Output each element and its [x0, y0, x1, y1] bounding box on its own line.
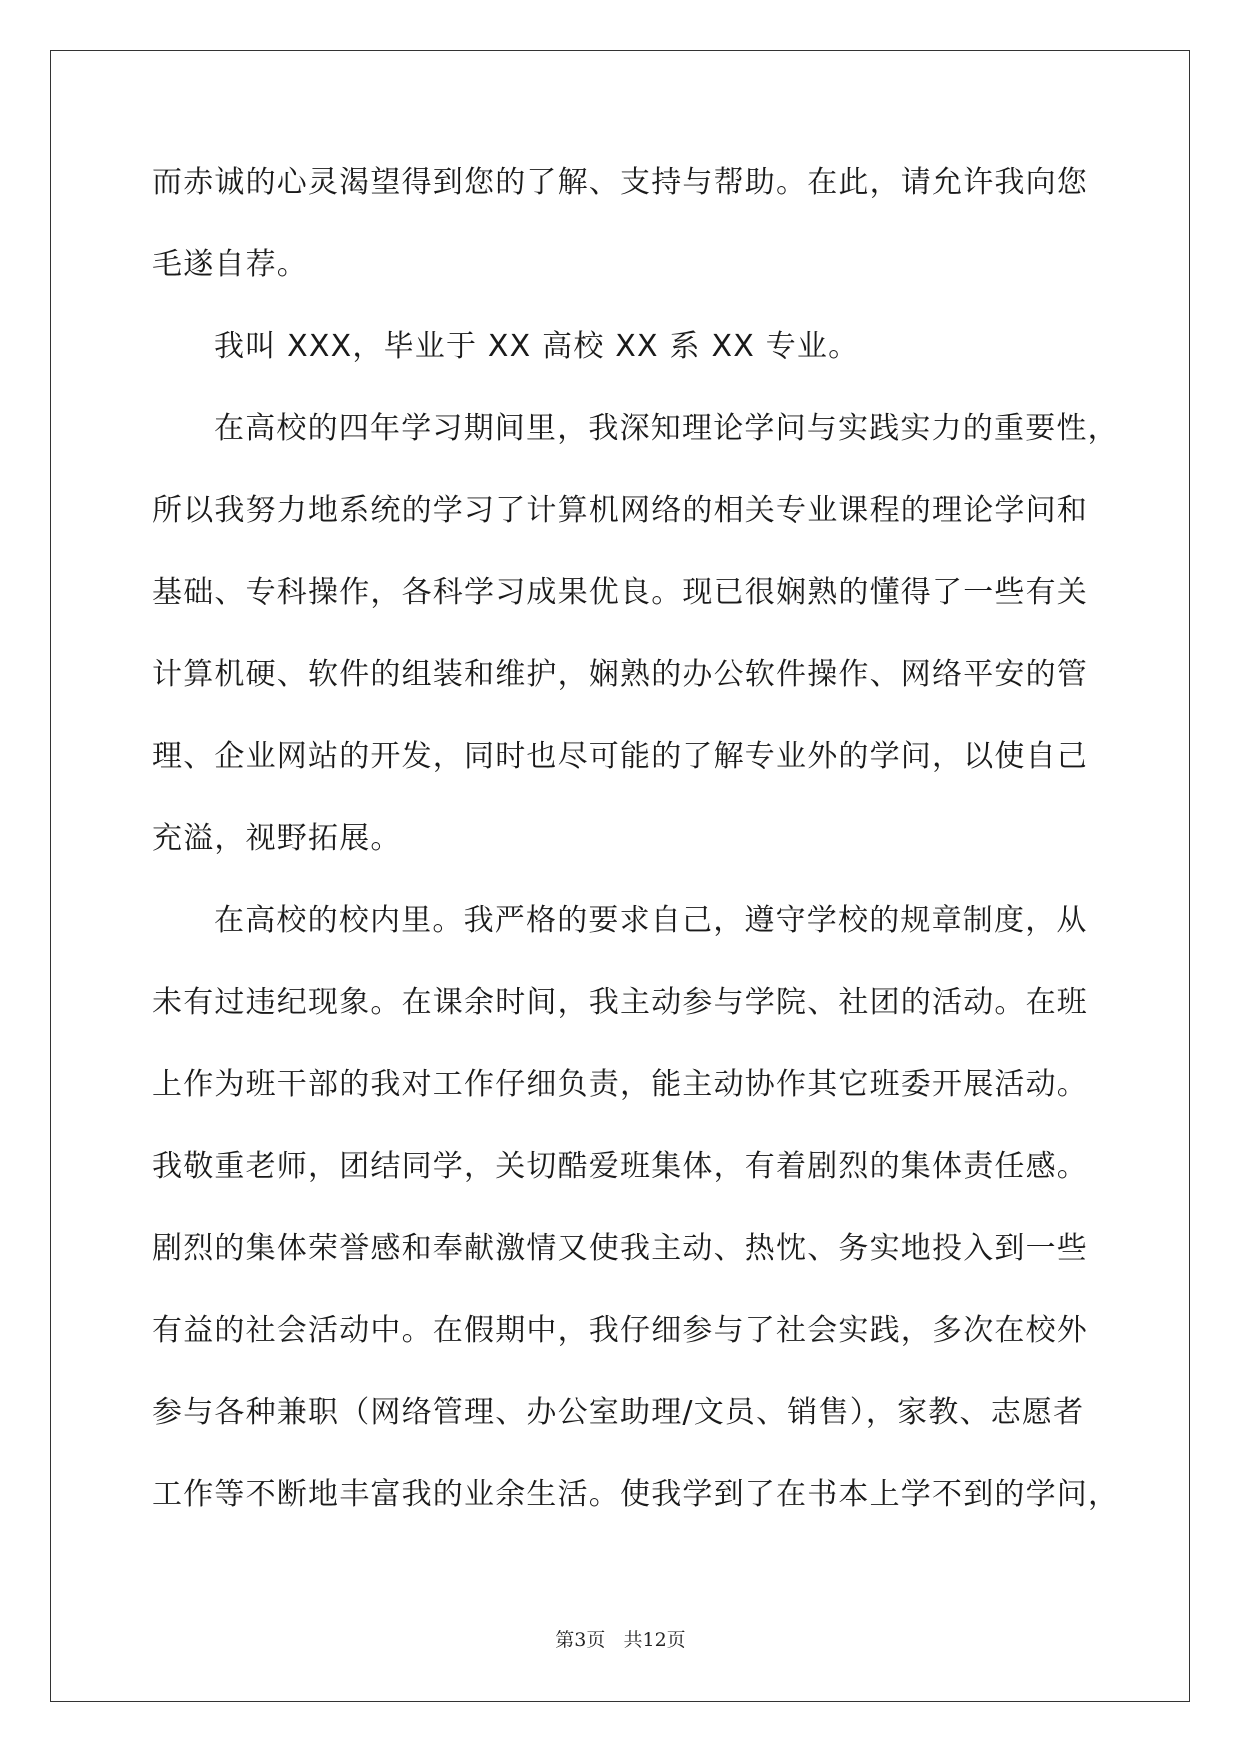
text-line: 工作等不断地丰富我的业余生活。使我学到了在书本上学不到的学问， [152, 1477, 1120, 1512]
text-line: 剧烈的集体荣誉感和奉献激情又使我主动、热忱、务实地投入到一些 [152, 1231, 1088, 1266]
page-number-footer: 第3页 共12页 [555, 1629, 686, 1651]
text-line: 未有过违纪现象。在课余时间，我主动参与学院、社团的活动。在班 [152, 985, 1088, 1020]
text-line: 有益的社会活动中。在假期中，我仔细参与了社会实践，多次在校外 [152, 1313, 1088, 1348]
text-line: 充溢，视野拓展。 [152, 821, 402, 856]
document-body [152, 160, 1120, 1554]
text-line: 参与各种兼职（网络管理、办公室助理/文员、销售），家教、志愿者 [152, 1395, 1085, 1430]
paragraph-start-line: 我叫 XXX，毕业于 XX 高校 XX 系 XX 专业。 [214, 329, 860, 364]
text-line: 理、企业网站的开发，同时也尽可能的了解专业外的学问，以使自己 [152, 739, 1088, 774]
text-line: 计算机硬、软件的组装和维护，娴熟的办公软件操作、网络平安的管 [152, 657, 1088, 692]
text-line: 上作为班干部的我对工作仔细负责，能主动协作其它班委开展活动。 [152, 1067, 1088, 1102]
paragraph-start-line: 在高校的校内里。我严格的要求自己，遵守学校的规章制度，从 [214, 903, 1088, 938]
text-line: 毛遂自荐。 [152, 247, 308, 282]
text-line: 而赤诚的心灵渴望得到您的了解、支持与帮助。在此，请允许我向您 [152, 165, 1088, 200]
text-line: 我敬重老师，团结同学，关切酷爱班集体，有着剧烈的集体责任感。 [152, 1149, 1088, 1184]
text-line: 基础、专科操作，各科学习成果优良。现已很娴熟的懂得了一些有关 [152, 575, 1088, 610]
text-line: 所以我努力地系统的学习了计算机网络的相关专业课程的理论学问和 [152, 493, 1088, 528]
paragraph-start-line: 在高校的四年学习期间里，我深知理论学问与实践实力的重要性， [214, 411, 1119, 446]
